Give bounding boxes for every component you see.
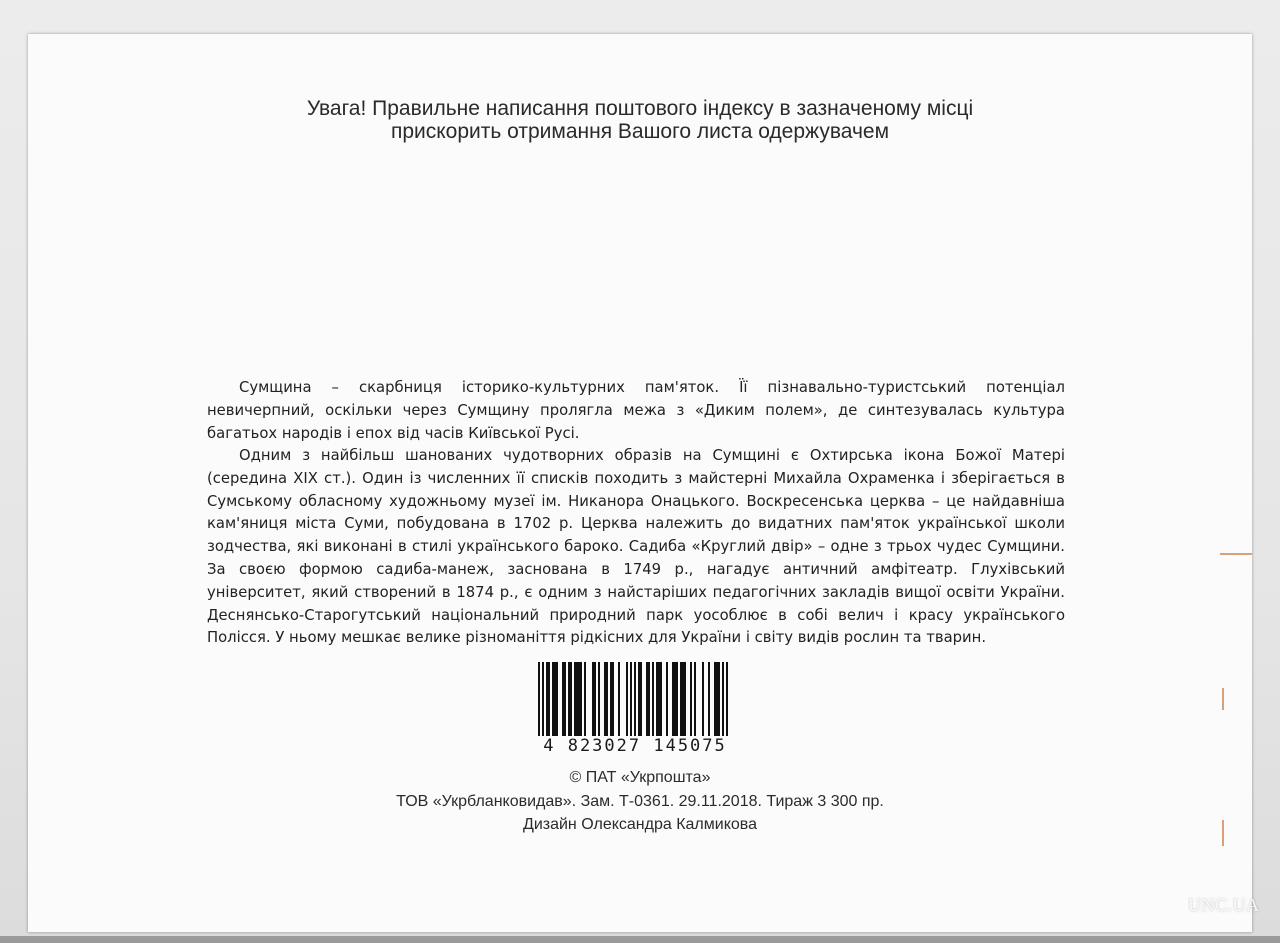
- barcode-bar: [658, 662, 660, 736]
- barcode-bar: [598, 662, 600, 736]
- barcode-bar: [580, 662, 582, 736]
- barcode-bar: [554, 662, 556, 736]
- barcode-bar: [604, 662, 606, 736]
- barcode-bar: [718, 662, 720, 736]
- barcode-bar: [592, 662, 594, 736]
- barcode-bar: [640, 662, 642, 736]
- edge-mark: [1222, 688, 1224, 710]
- description-paragraph-1: Сумщина – скарбниця історико-культурних пам'яток. Її пізнавально-туристський потенціал невичерпний, оскільки через Сумщину пролягла межа з «Диким полем», де синтезувалась культура багатьох народів і епох від часів Київської Русі.: [207, 379, 1065, 442]
- postal-notice-line-2: прискорить отримання Вашого листа одержувачем: [390, 120, 890, 143]
- barcode-bar: [574, 662, 576, 736]
- description-paragraph-2: Одним з найбільш шанованих чудотворних образів на Сумщині є Охтирська ікона Божої Матері (середина XIX ст.). Один із численних її списків походить з майстерні Михайла Охраменка і зберігається в Сумському обласному художньому музеї ім. Никанора Онацького. Воскресенська церква – це найдавніша кам'яниця міста Суми, побудована в 1702 р. Церква належить до видатних пам'яток української школи зодчества, які виконані в стилі українського бароко. Садиба «Круглий двір» – одне з трьох чудес Сумщини. За своєю формою садиба-манеж, заснована в 1749 р., нагадує античний амфітеатр. Глухівський університет, який створений в 1874 р., є одним з найстаріших педагогічних закладів вищої освіти України. Деснянсько-Старогутський національний природний парк уособлює в собі велич і красу українського Полісся. У ньому мешкає велике різноманіття рідкісних для України і світу видів рослин та тварин.: [207, 447, 1065, 647]
- copyright-line: © ПАТ «Укрпошта»: [569, 769, 711, 786]
- scan-bottom-edge: [0, 936, 1280, 943]
- barcode-bar: [594, 662, 596, 736]
- barcode-bar: [576, 662, 578, 736]
- barcode-bar: [564, 662, 566, 736]
- barcode-bar: [568, 662, 570, 736]
- barcode-bar: [562, 662, 564, 736]
- barcode-bar: [626, 662, 628, 736]
- barcode-bar: [656, 662, 658, 736]
- barcode-bar: [680, 662, 682, 736]
- barcode-bar: [652, 662, 654, 736]
- barcode-bar: [610, 662, 612, 736]
- barcode-bar: [676, 662, 678, 736]
- barcode-bar: [618, 662, 620, 736]
- barcode-bar: [694, 662, 696, 736]
- barcode: [527, 662, 743, 758]
- barcode-bar: [556, 662, 558, 736]
- barcode-bar: [674, 662, 676, 736]
- barcode-bar: [684, 662, 686, 736]
- barcode-bar: [708, 662, 710, 736]
- barcode-bar: [570, 662, 572, 736]
- barcode-bar: [552, 662, 554, 736]
- postal-notice-line-1: Увага! Правильне написання поштового індексу в зазначеному місці: [306, 97, 974, 120]
- barcode-bar: [546, 662, 548, 736]
- publisher-line: ТОВ «Укрбланковидав». Зам. Т-0361. 29.11.2018. Тираж 3 300 пр.: [396, 793, 884, 810]
- barcode-bar: [606, 662, 608, 736]
- barcode-bar: [714, 662, 716, 736]
- edge-mark: [1220, 553, 1252, 555]
- barcode-bar: [702, 662, 704, 736]
- barcode-bar: [672, 662, 674, 736]
- barcode-bar: [682, 662, 684, 736]
- barcode-bar: [648, 662, 650, 736]
- barcode-bar: [612, 662, 614, 736]
- barcode-bar: [638, 662, 640, 736]
- barcode-bar: [660, 662, 662, 736]
- barcode-number: 4 823027 145075: [527, 736, 743, 756]
- barcode-bar: [578, 662, 580, 736]
- edge-mark: [1222, 820, 1224, 846]
- watermark-logo: UNC.UA: [1188, 895, 1260, 915]
- barcode-bar: [690, 662, 692, 736]
- barcode-bar: [666, 662, 668, 736]
- barcode-bar: [646, 662, 648, 736]
- design-credit-line: Дизайн Олександра Калмикова: [522, 816, 757, 833]
- barcode-bar: [548, 662, 550, 736]
- barcode-bar: [716, 662, 718, 736]
- barcode-bar: [584, 662, 586, 736]
